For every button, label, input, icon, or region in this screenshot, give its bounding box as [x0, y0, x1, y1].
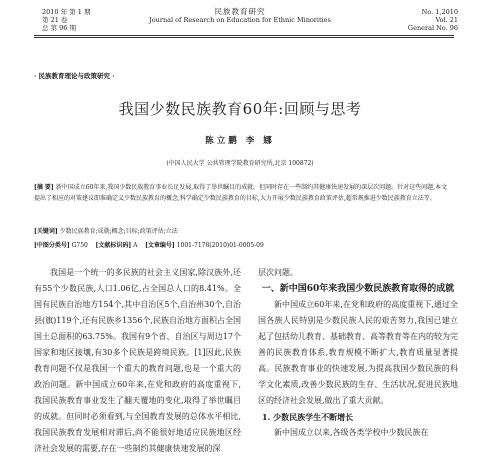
doc-code-label: [文献标识码]: [95, 242, 132, 249]
article-id-label: [文章编号]: [145, 242, 175, 249]
header-rule-top: [34, 35, 454, 36]
issue-year-line: 2010 年 第 1 期: [42, 8, 91, 16]
abstract: [34, 182, 452, 204]
section-heading: 一、新中国60年来我国少数民族教育取得的成就: [261, 284, 455, 294]
body-column-right: [258, 265, 458, 441]
section-tag: · 民族教育理论与政策研究 ·: [34, 72, 115, 80]
general-number-en: General No. 96: [407, 24, 458, 32]
volume-line: 第 21 卷: [42, 16, 68, 24]
body-column-left: [34, 265, 241, 457]
general-number-line: 总 第 96 期: [42, 24, 76, 32]
keywords-line: [34, 226, 178, 235]
keywords-text: 少数民族教育;成就;概念;目标;政策评估;立法: [59, 228, 178, 235]
keywords-label: [关键词]: [34, 228, 58, 235]
issue-number-en: No. 1,2010: [421, 8, 458, 16]
clc-label: [中图分类号]: [34, 242, 70, 249]
issue-info-en: [408, 8, 458, 32]
subsection-heading: 1. 少数民族学生不断增长: [262, 412, 354, 422]
classification-line: [34, 240, 264, 249]
abstract-label: [摘 要]: [34, 184, 54, 191]
body-continuation: 层次问题。: [258, 268, 298, 277]
journal-title-en: Journal of Research on Education for Ethnic Minorities: [149, 16, 331, 24]
article-id-value: 1001-7178(2010)01-0005-09: [176, 242, 264, 249]
article-title: 我国少数民族教育60年:回顾与思考: [118, 100, 362, 118]
author-affiliation: (中国人民大学 公共管理学院教育研究所,北京 100872): [166, 160, 314, 167]
header-rule-bottom: [34, 37, 454, 38]
body-paragraph-last: 新中国成立以来,各级各类学校中少数民族在: [274, 428, 429, 437]
clc-value: G750: [71, 242, 88, 249]
journal-title-cn: 民族教育研究: [214, 7, 266, 16]
doc-code-value: A: [133, 242, 138, 249]
body-paragraph: 新中国成立60年来,在党和政府的高度重视下,通过全国各族人民特别是少数民族人民的艰苦努力,我国已建立起了包括幼儿教育、基础教育、高等教育等在内的较为完善的民族教育体系,教育规模不断扩大,教育质量显著提高。民族教育事业的快速发展,为提高我国少数民族的科学文化素质,改善少数民族的生存、生活状况,促进民族地区的经济社会发展,做出了重大贡献。: [258, 300, 458, 405]
body-paragraph: 我国是一个统一的多民族的社会主义国家,除汉族外,还有55个少数民族,人口1.06亿,占全国总人口的8.41%。全国有民族自治地方154个,其中自治区5个,自治州30个,自治县(旗)119个,还有民族乡1356个,民族自治地方面积占全国国土总面积的63.75%。我国有9个省、自治区与周边17个国家和地区接壤,有30多个民族是跨境民族。[1]因此,民族教育问题不仅是我国一个重大的教育问题,也是一个重大的政治问题。新中国成立60年来,在党和政府的高度重视下,我国民族教育事业发生了翻天覆地的变化,取得了举世瞩目的成就。但同时必须看到,与全国教育发展的总体水平相比,我国民族教育发展相对滞后,尚不能很好地适应民族地区经济社会发展的需要,存在一些制约其健康快速发展的深: [34, 268, 241, 453]
article-authors: 陈立鹏 李 娜: [205, 136, 275, 146]
abstract-text: 新中国成立60年来,我国少数民族教育事业长足发展,取得了举世瞩目的成就。但同时存在一些制约其健康快速发展的深层次问题。针对这些问题,本文提出了相应的对策建议即准确定义少数民族教育的概念,科学确定少数民族教育的目标,大力开展少数民族教育政策评估,超常规推进少数民族教育立法等。: [34, 184, 448, 202]
volume-en: Vol. 21: [435, 16, 458, 24]
